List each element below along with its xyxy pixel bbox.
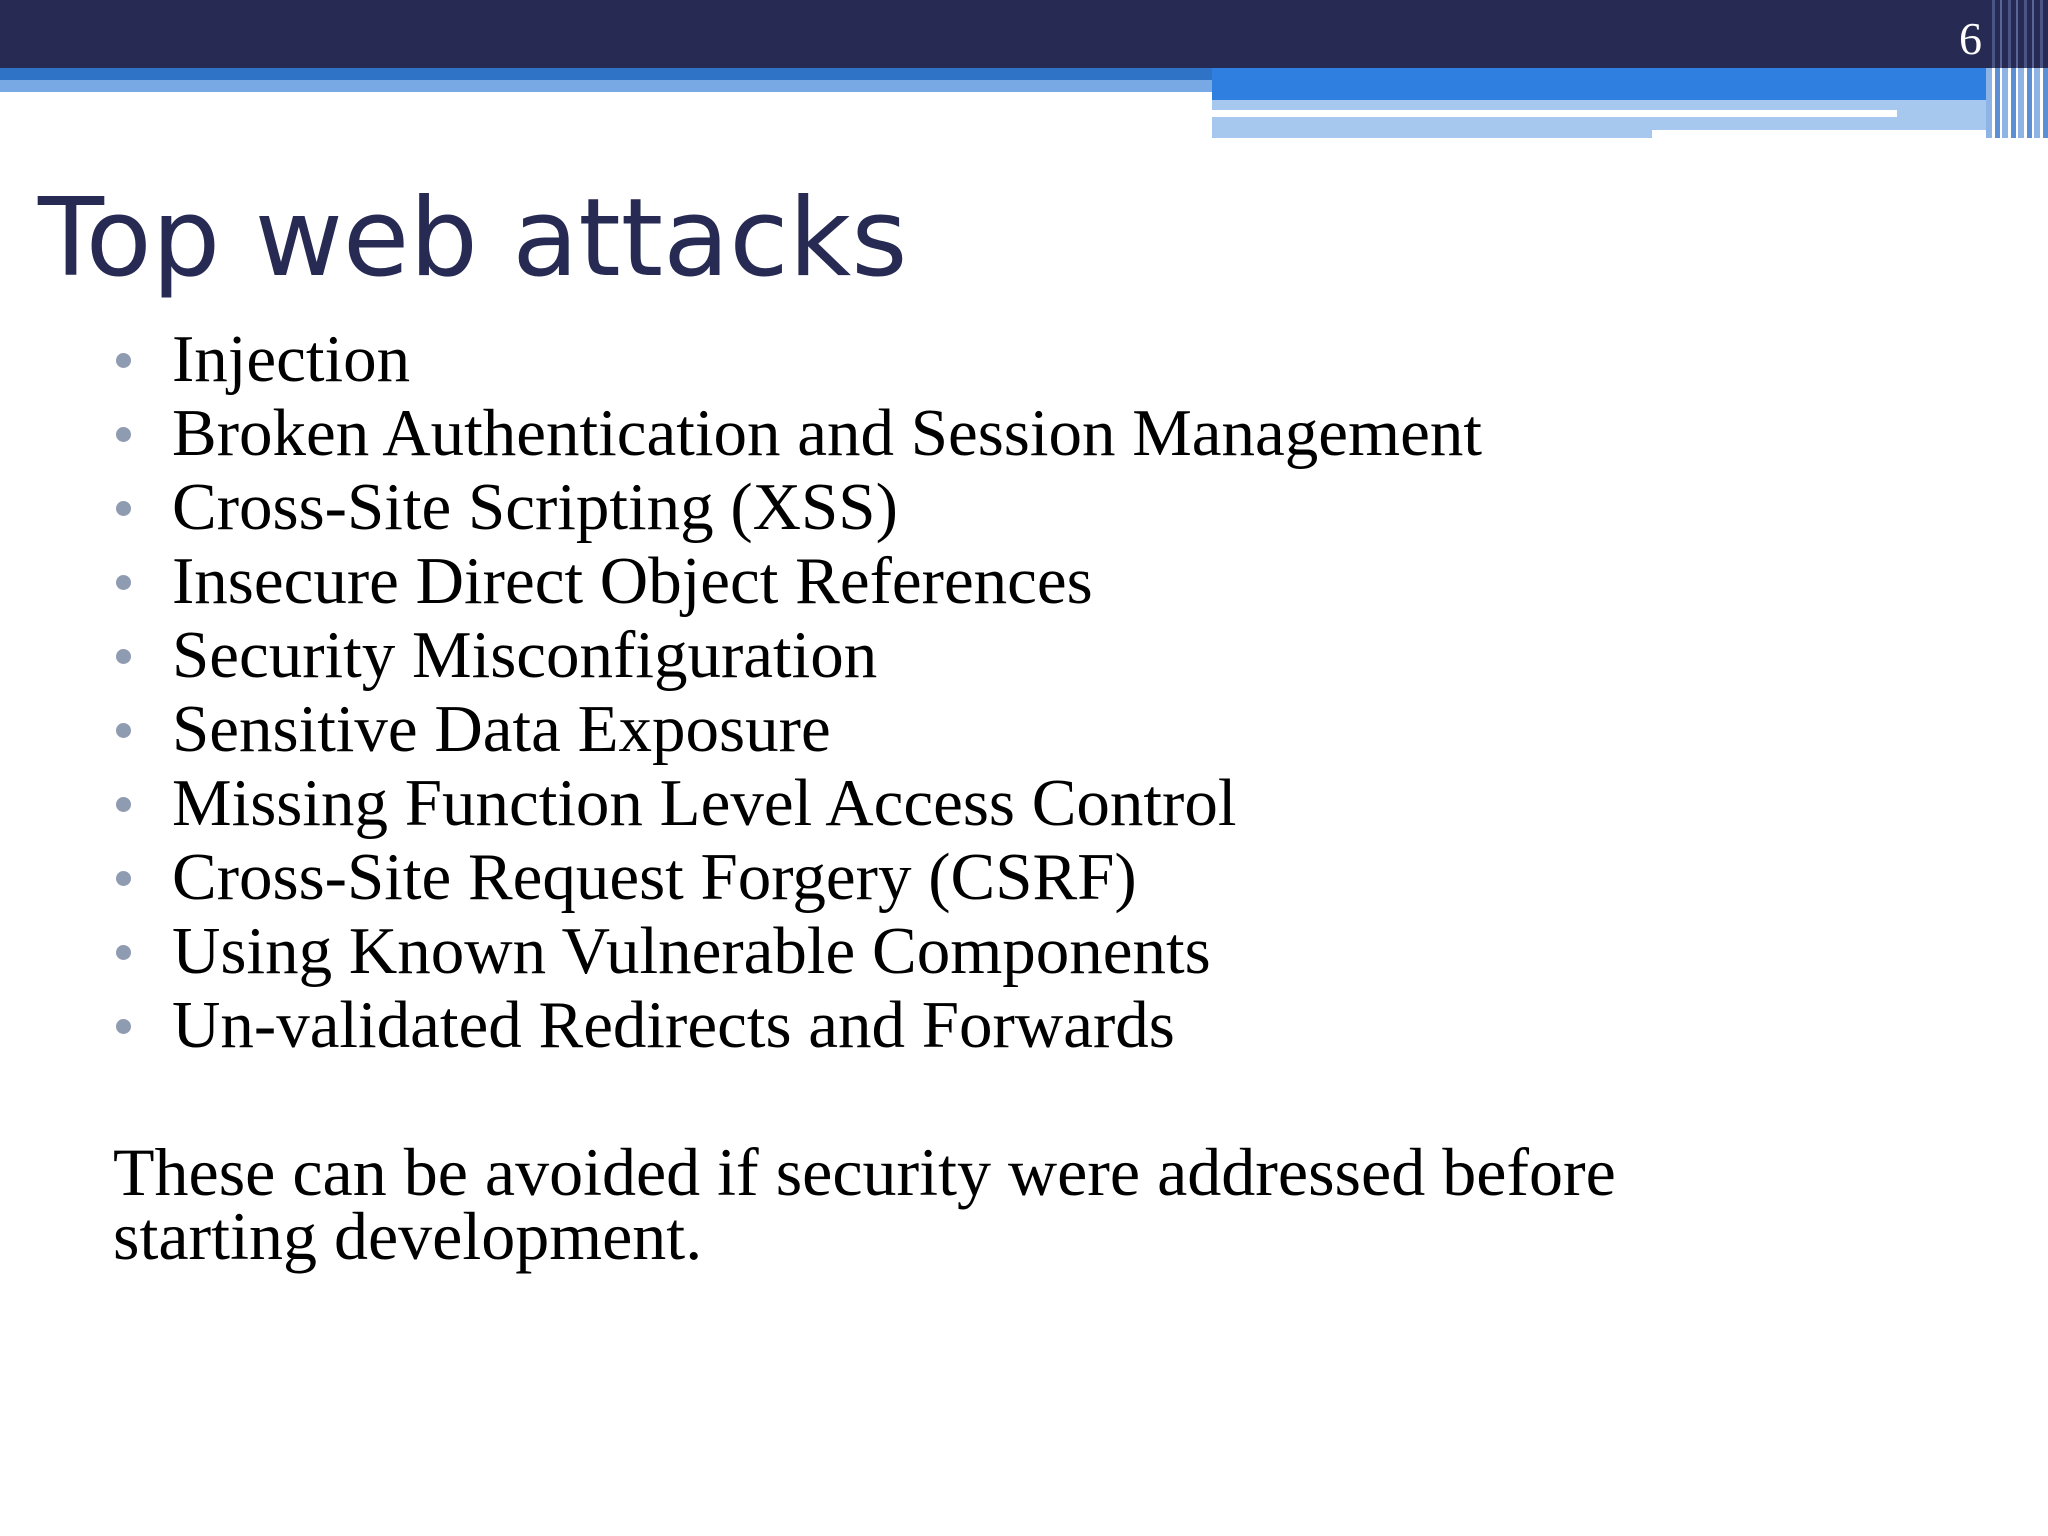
slide-number: 6 — [1959, 13, 1982, 64]
bullet-text: Missing Function Level Access Control — [172, 766, 1237, 840]
header-divider-line — [1212, 110, 1897, 117]
bullet-dot-icon — [116, 723, 131, 738]
bullet-dot-icon — [116, 501, 131, 516]
bullet-text: Cross-Site Scripting (XSS) — [172, 470, 898, 544]
header-accent-right — [1212, 68, 2004, 100]
header-accent-left — [0, 68, 1212, 92]
bullet-dot-icon — [116, 945, 131, 960]
bullet-text: Security Misconfiguration — [172, 618, 878, 692]
bullet-text: Insecure Direct Object References — [172, 544, 1093, 618]
bullet-text: Using Known Vulnerable Components — [172, 914, 1211, 988]
bullet-item — [112, 692, 1482, 766]
bullet-dot-icon — [116, 575, 131, 590]
header-stripes-dark — [1986, 0, 2048, 68]
bullet-item — [112, 470, 1482, 544]
bullet-item — [112, 988, 1482, 1062]
bullet-item — [112, 544, 1482, 618]
header-bar-dark — [0, 0, 2048, 68]
bullet-dot-icon — [116, 1019, 131, 1034]
slide-title: Top web attacks — [38, 176, 908, 301]
bullet-item — [112, 914, 1482, 988]
closing-note: These can be avoided if security were addressed before starting development. — [113, 1134, 1616, 1274]
bullet-dot-icon — [116, 871, 131, 886]
bullet-dot-icon — [116, 427, 131, 442]
bullet-item — [112, 840, 1482, 914]
bullet-text: Injection — [172, 322, 411, 396]
bullet-text: Sensitive Data Exposure — [172, 692, 831, 766]
bullet-text: Cross-Site Request Forgery (CSRF) — [172, 840, 1137, 914]
bullet-text: Un-validated Redirects and Forwards — [172, 988, 1175, 1062]
bullet-item — [112, 766, 1482, 840]
bullet-item — [112, 322, 1482, 396]
bullet-text: Broken Authentication and Session Management — [172, 396, 1482, 470]
bullet-item — [112, 396, 1482, 470]
bullet-list — [112, 322, 1482, 1062]
bullet-dot-icon — [116, 797, 131, 812]
bullet-dot-icon — [116, 353, 131, 368]
bullet-item — [112, 618, 1482, 692]
bullet-dot-icon — [116, 649, 131, 664]
header-divider-line-short — [1652, 130, 2004, 138]
